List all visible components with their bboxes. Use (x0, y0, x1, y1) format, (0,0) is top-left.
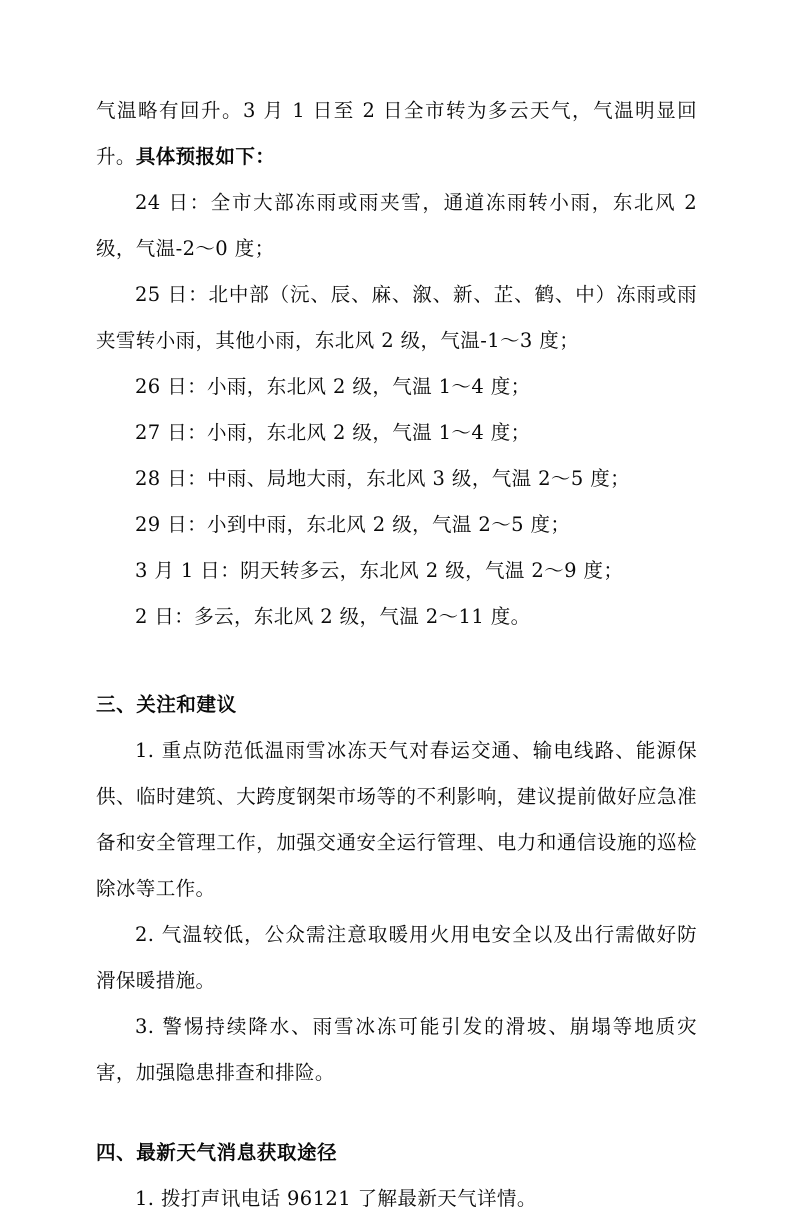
paragraph-forecast-25: 25 日：北中部（沅、辰、麻、溆、新、芷、鹤、中）冻雨或雨夹雪转小雨，其他小雨，东北风 2 级，气温-1～3 度； (96, 283, 697, 352)
section-three-item-1: 1. 重点防范低温雨雪冰冻天气对春运交通、输电线路、能源保供、临时建筑、大跨度钢架市场等的不利影响，建议提前做好应急准备和安全管理工作，加强交通安全运行管理、电力和通信设施的巡检除冰等工作。 (96, 739, 697, 900)
paragraph-intro (96, 88, 697, 180)
paragraph-forecast-26: 26 日：小雨，东北风 2 级，气温 1～4 度； (135, 375, 531, 398)
spacer-before-section-four (96, 1096, 697, 1130)
paragraph-intro-bold: 具体预报如下： (135, 145, 276, 168)
paragraph-forecast-28: 28 日：中雨、局地大雨，东北风 3 级，气温 2～5 度； (135, 467, 631, 490)
section-four-heading: 四、最新天气消息获取途径 (96, 1141, 338, 1164)
section-three-item-2: 2. 气温较低，公众需注意取暖用火用电安全以及出行需做好防滑保暖措施。 (96, 923, 697, 992)
paragraph-forecast-29: 29 日：小到中雨，东北风 2 级，气温 2～5 度； (135, 513, 571, 536)
spacer-before-section-three (96, 640, 697, 682)
section-four-item-1: 1. 拨打声讯电话 96121 了解最新天气详情。 (135, 1187, 537, 1210)
paragraph-forecast-24: 24 日：全市大部冻雨或雨夹雪，通道冻雨转小雨，东北风 2 级，气温-2～0 度； (96, 191, 697, 260)
paragraph-intro-text: 气温略有回升。3 月 1 日至 2 日全市转为多云天气，气温明显回升。 (96, 99, 697, 168)
paragraph-forecast-march-2: 2 日：多云，东北风 2 级，气温 2～11 度。 (135, 605, 531, 628)
section-three-heading: 三、关注和建议 (96, 693, 237, 716)
paragraph-forecast-27: 27 日：小雨，东北风 2 级，气温 1～4 度； (135, 421, 531, 444)
paragraph-forecast-march-1: 3 月 1 日：阴天转多云，东北风 2 级，气温 2～9 度； (135, 559, 624, 582)
section-three-item-3: 3. 警惕持续降水、雨雪冰冻可能引发的滑坡、崩塌等地质灾害，加强隐患排查和排险。 (96, 1015, 697, 1084)
